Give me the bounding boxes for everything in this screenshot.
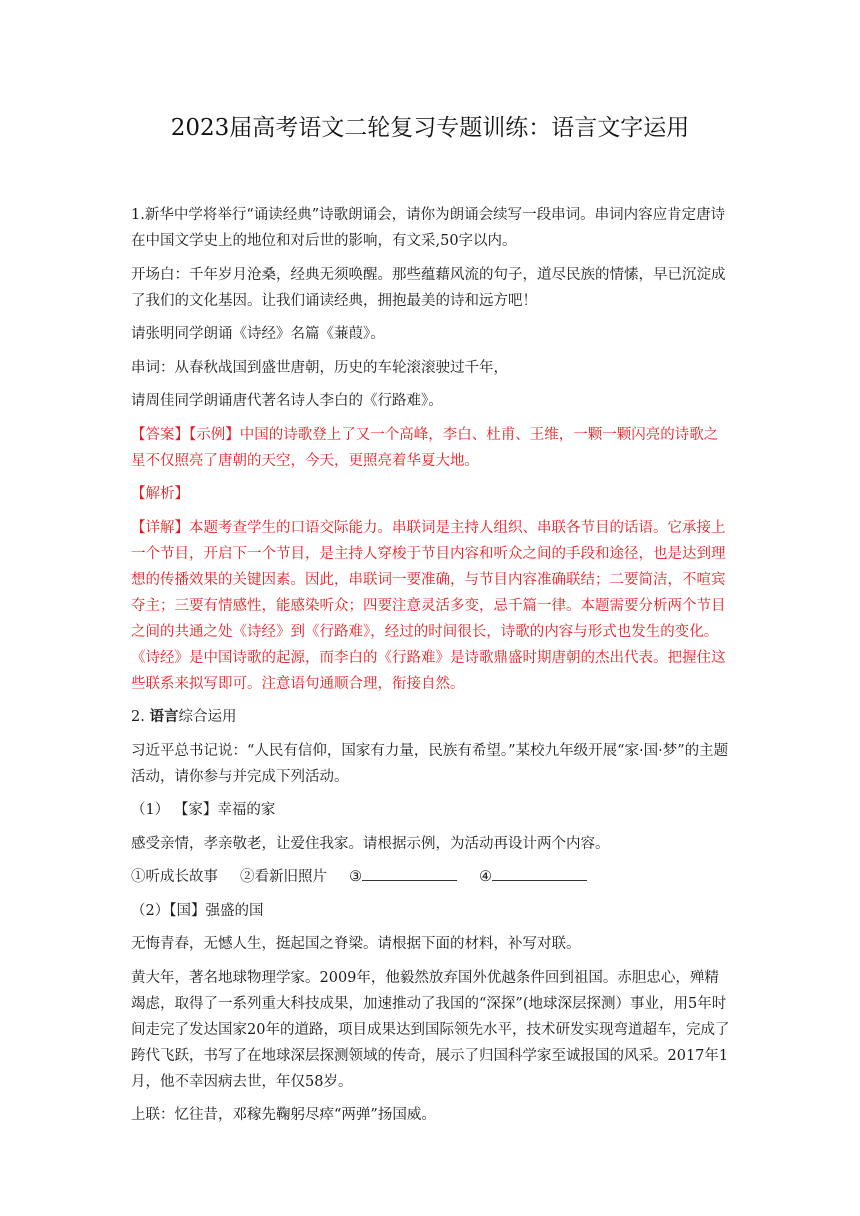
q1-analysis-label: 【解析】: [131, 486, 189, 502]
q1-line: 请张明同学朗诵《诗经》名篇《蒹葭》。: [131, 326, 385, 342]
q2-intro: 习近平总书记说：“人民有信仰，国家有力量，民族有希望。”某校九年级开展“家·国·梦”的主题活动，请你参与并完成下列活动。: [131, 742, 729, 785]
option-3: ③: [349, 869, 362, 885]
q2-number: 2.: [131, 709, 150, 725]
q1-line: 串词：从春秋战国到盛世唐朝，历史的车轮滚滚驶过千年，: [131, 359, 508, 376]
q2-part2-heading: （2）【国】强盛的国: [131, 902, 264, 919]
option-4: ④: [479, 869, 492, 885]
option-3-blank[interactable]: [362, 864, 457, 881]
option-4-blank[interactable]: [492, 864, 587, 881]
document-body: [131, 202, 731, 1136]
option-2: ②看新旧照片: [240, 869, 327, 885]
q2-part2-text: 无悔青春，无憾人生，挺起国之脊梁。请根据下面的材料，补写对联。: [131, 936, 581, 952]
q2-heading-bold: 语言: [149, 708, 179, 725]
q2-heading: [131, 704, 731, 730]
q1-stem: 1.新华中学将举行“诵读经典”诗歌朗诵会，请你为朗诵会续写一段串词。串词内容应肯定唐诗在中国文学史上的地位和对后世的影响，有文采,50字以内。: [131, 207, 726, 249]
q2-options: [131, 864, 731, 890]
q1-line: 请周佳同学朗诵唐代著名诗人李白的《行路难》。: [131, 393, 443, 409]
q2-part1-heading: （1） 【家】幸福的家: [131, 802, 276, 818]
q1-opening: 开场白：千年岁月沧桑，经典无须唤醒。那些蕴藉风流的句子，道尽民族的情愫，早已沉淀成了我们的文化基因。让我们诵读经典，拥抱最美的诗和远方吧！: [131, 266, 726, 309]
document-title: 2023届高考语文二轮复习专题训练：语言文字运用: [170, 115, 690, 141]
q1-detail: 【详解】本题考查学生的口语交际能力。串联词是主持人组织、串联各节目的话语。它承接上一个节目，开启下一个节目，是主持人穿梭于节目内容和听众之间的手段和途径，也是达到理想的传播效果的关键因素。因此，串联词一要准确，与节目内容准确联结；二要简洁，不喧宾夺主；三要有情感性，能感染听众；四要注意灵活多变，忌千篇一律。本题需要分析两个节目之间的共通之处《诗经》到《行路难》，经过的时间很长，诗歌的内容与形式也发生的变化。《诗经》是中国诗歌的起源，而李白的《行路难》是诗歌鼎盛时期唐朝的杰出代表。把握住这些联系来拟写即可。注意语句通顺合理，衔接自然。: [131, 519, 726, 692]
q2-material: 黄大年，著名地球物理学家。2009年，他毅然放弃国外优越条件回到祖国。赤胆忠心，殚精竭虑，取得了一系列重大科技成果，加速推动了我国的“深探”(地球深层探测）事业，用5年时间走完了发达国家20年的道路，项目成果达到国际领先水平，技术研发实现弯道超车，完成了跨代飞跃，书写了在地球深层探测领域的传奇，展示了归国科学家至诚报国的风采。2017年1月，他不幸因病去世，年仅58岁。: [131, 969, 730, 1090]
q1-answer: 【答案】【示例】中国的诗歌登上了又一个高峰，李白、杜甫、王维，一颗一颗闪亮的诗歌之星不仅照亮了唐朝的天空，今天，更照亮着华夏大地。: [131, 426, 719, 469]
option-1: ①听成长故事: [131, 869, 218, 885]
q2-heading-rest: 综合运用: [178, 709, 237, 725]
q2-couplet: 上联：忆往昔，邓稼先鞠躬尽瘁“两弹”扬国威。: [131, 1107, 436, 1123]
q2-part1-text: 感受亲情，孝亲敬老，让爱住我家。请根据示例，为活动再设计两个内容。: [131, 835, 610, 852]
